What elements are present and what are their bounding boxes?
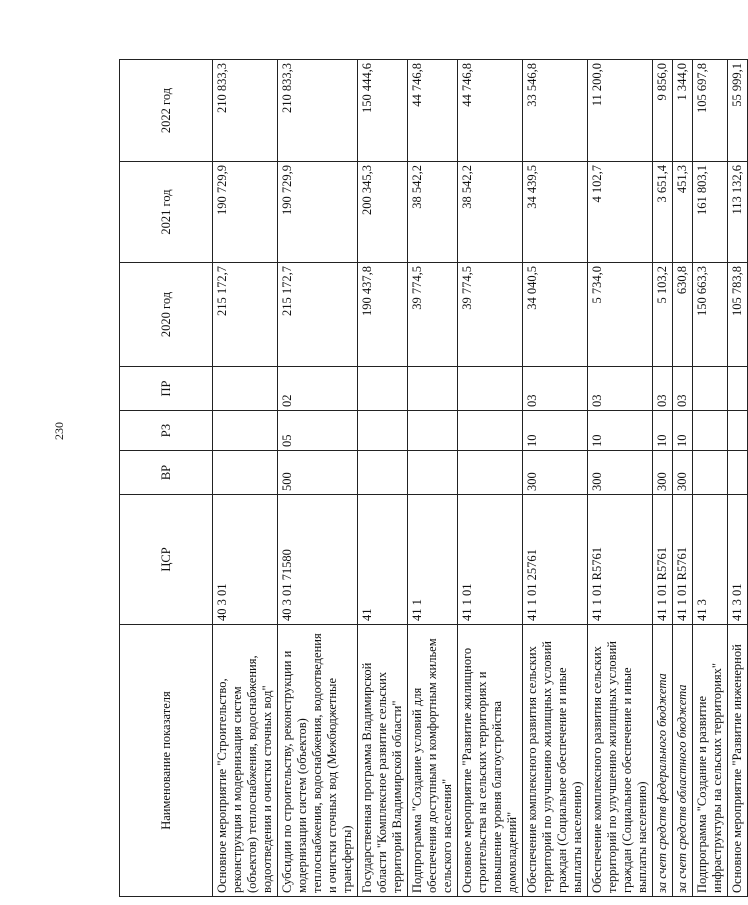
row-name: за счет средств областного бюджета: [673, 625, 693, 897]
row-rz: [213, 411, 278, 451]
row-rz: 10: [653, 411, 673, 451]
row-2021: 38 542,2: [408, 162, 458, 263]
header-row: [120, 60, 213, 897]
row-csr: 41 3: [693, 495, 728, 625]
table-row: [588, 60, 653, 897]
table-row: [458, 60, 523, 897]
row-vr: [458, 451, 523, 495]
row-rz: 10: [673, 411, 693, 451]
row-2021: 113 132,6: [728, 162, 748, 263]
row-2022: 44 746,8: [408, 60, 458, 162]
row-2022: 105 697,8: [693, 60, 728, 162]
row-2022: 150 444,6: [358, 60, 408, 162]
row-rz: [408, 411, 458, 451]
row-name: Основное мероприятие "Строительство, реконструкция и модернизация систем (объектов) теплоснабжения, водоснабжения, водоотведения и очистки сточных вод": [213, 625, 278, 897]
row-name: Основное мероприятие "Развитие инженерной: [728, 625, 748, 897]
row-name: Государственная программа Владимирской области "Комплексное развитие сельских территорий Владимирской области": [358, 625, 408, 897]
row-pr: 03: [673, 367, 693, 411]
row-csr: 41 1 01 R5761: [588, 495, 653, 625]
header-pr: ПР: [120, 367, 213, 411]
row-name: Субсидии по строительству, реконструкции и модернизации систем (объектов) теплоснабжения, водоснабжения, водоотведения и очистки сточных вод (Межбюджетные трансферты): [278, 625, 358, 897]
table-row: [278, 60, 358, 897]
row-2021: 190 729,9: [213, 162, 278, 263]
row-pr: 03: [588, 367, 653, 411]
table-row: [673, 60, 693, 897]
row-2020: 150 663,3: [693, 263, 728, 367]
row-2020: 39 774,5: [458, 263, 523, 367]
row-csr: 41: [358, 495, 408, 625]
row-vr: 300: [653, 451, 673, 495]
row-2021: 4 102,7: [588, 162, 653, 263]
row-rz: [358, 411, 408, 451]
row-rz: [728, 411, 748, 451]
row-2022: 210 833,3: [213, 60, 278, 162]
row-2020: 190 437,8: [358, 263, 408, 367]
row-2021: 190 729,9: [278, 162, 358, 263]
header-rz: РЗ: [120, 411, 213, 451]
table-row: [358, 60, 408, 897]
rotated-budget-table: [119, 60, 744, 897]
row-2021: 34 439,5: [523, 162, 588, 263]
row-pr: [458, 367, 523, 411]
row-pr: [358, 367, 408, 411]
row-2021: 451,3: [673, 162, 693, 263]
row-2021: 3 651,4: [653, 162, 673, 263]
row-pr: 03: [653, 367, 673, 411]
table-row: [653, 60, 673, 897]
row-2020: 5 734,0: [588, 263, 653, 367]
row-2020: 34 040,5: [523, 263, 588, 367]
row-2022: 55 999,1: [728, 60, 748, 162]
header-2020: 2020 год: [120, 263, 213, 367]
row-2020: 215 172,7: [213, 263, 278, 367]
row-2020: 630,8: [673, 263, 693, 367]
row-2021: 161 803,1: [693, 162, 728, 263]
row-2022: 11 200,0: [588, 60, 653, 162]
row-pr: [728, 367, 748, 411]
row-vr: [728, 451, 748, 495]
row-csr: 41 1 01: [458, 495, 523, 625]
row-rz: 10: [523, 411, 588, 451]
header-csr: ЦСР: [120, 495, 213, 625]
table-row: [213, 60, 278, 897]
row-vr: [358, 451, 408, 495]
row-rz: 10: [588, 411, 653, 451]
row-2020: 215 172,7: [278, 263, 358, 367]
row-csr: 40 3 01 71580: [278, 495, 358, 625]
page-number: 230: [52, 422, 66, 440]
row-vr: [408, 451, 458, 495]
row-rz: 05: [278, 411, 358, 451]
row-2020: 39 774,5: [408, 263, 458, 367]
table-row: [408, 60, 458, 897]
row-2020: 5 103,2: [653, 263, 673, 367]
row-csr: 41 3 01: [728, 495, 748, 625]
row-2020: 105 783,8: [728, 263, 748, 367]
header-vr: ВР: [120, 451, 213, 495]
row-rz: [693, 411, 728, 451]
row-2022: 33 546,8: [523, 60, 588, 162]
row-vr: 300: [673, 451, 693, 495]
row-csr: 41 1 01 25761: [523, 495, 588, 625]
row-vr: [693, 451, 728, 495]
table-row: [693, 60, 728, 897]
row-pr: 02: [278, 367, 358, 411]
row-vr: 500: [278, 451, 358, 495]
row-name: Основное мероприятие "Развитие жилищного строительства на сельских территориях и повышение уровня благоустройства домовладений": [458, 625, 523, 897]
row-2022: 1 344,0: [673, 60, 693, 162]
row-2022: 9 856,0: [653, 60, 673, 162]
row-2022: 210 833,3: [278, 60, 358, 162]
row-csr: 41 1: [408, 495, 458, 625]
row-2021: 38 542,2: [458, 162, 523, 263]
header-2022: 2022 год: [120, 60, 213, 162]
row-pr: [408, 367, 458, 411]
row-vr: 300: [523, 451, 588, 495]
header-2021: 2021 год: [120, 162, 213, 263]
row-csr: 41 1 01 R5761: [673, 495, 693, 625]
row-2021: 200 345,3: [358, 162, 408, 263]
row-vr: [213, 451, 278, 495]
row-pr: [693, 367, 728, 411]
row-pr: 03: [523, 367, 588, 411]
row-name: Подпрограмма "Создание условий для обеспечения доступным и комфортным жильем сельского населения": [408, 625, 458, 897]
row-2022: 44 746,8: [458, 60, 523, 162]
row-vr: 300: [588, 451, 653, 495]
row-name: за счет средств федерального бюджета: [653, 625, 673, 897]
row-rz: [458, 411, 523, 451]
header-name: Наименование показателя: [120, 625, 213, 897]
row-csr: 41 1 01 R5761: [653, 495, 673, 625]
row-csr: 40 3 01: [213, 495, 278, 625]
row-name: Обеспечение комплексного развития сельских территорий по улучшению жилищных условий граждан (Социальное обеспечение и иные выплаты населению): [588, 625, 653, 897]
table-row: [728, 60, 748, 897]
table-row: [523, 60, 588, 897]
row-name: Обеспечение комплексного развития сельских территорий по улучшению жилищных условий граждан (Социальное обеспечение и иные выплаты населению): [523, 625, 588, 897]
row-pr: [213, 367, 278, 411]
budget-table: [119, 59, 748, 897]
row-name: Подпрограмма "Создание и развитие инфраструктуры на сельских территориях": [693, 625, 728, 897]
